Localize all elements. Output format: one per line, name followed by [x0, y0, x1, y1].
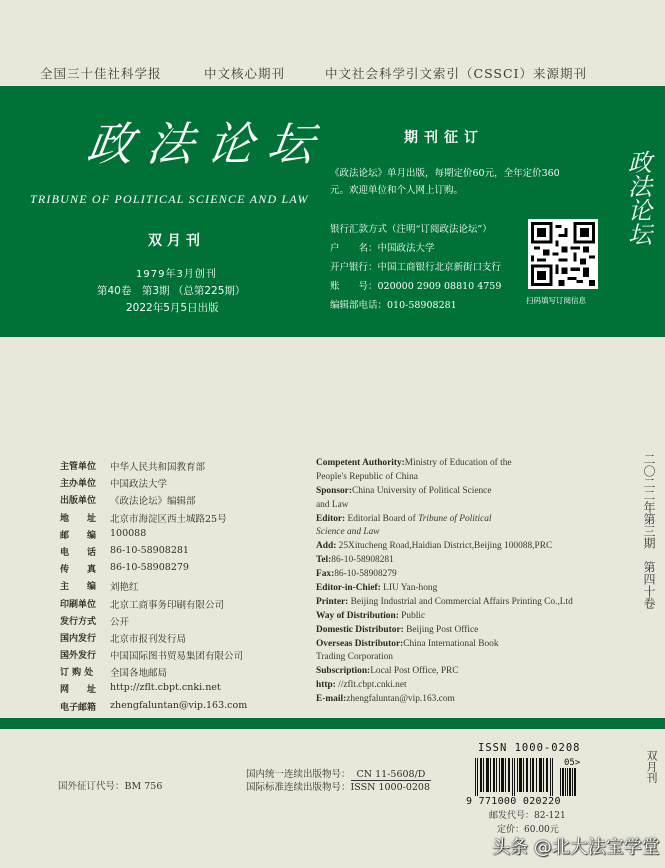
- cn-number: [246, 766, 431, 780]
- info-en-line: [316, 514, 626, 528]
- bank-line: 编辑部电话：010-58908281: [330, 300, 457, 311]
- info-value: 100088: [110, 527, 147, 539]
- info-label: 发行方式: [60, 616, 97, 627]
- info-en-line: [316, 569, 626, 583]
- info-row: [60, 665, 247, 682]
- founded-date: 1979年3月创刊: [136, 269, 217, 280]
- price: 定价：60.00元: [497, 825, 559, 835]
- cn-label: 国内统一连续出版物号：: [246, 769, 351, 780]
- publish-date: 2022年5月5日出版: [126, 302, 219, 314]
- info-row: [60, 562, 247, 579]
- info-label: 出版单位: [60, 496, 97, 507]
- info-value: 公开: [110, 616, 130, 628]
- info-en-value: Local Post Office, PRC: [370, 666, 459, 677]
- info-value: 中国国际图书贸易集团有限公司: [110, 651, 244, 663]
- honor-item: 全国三十佳社科学报: [40, 66, 162, 81]
- issn-value: ISSN 1000-0208: [350, 782, 431, 793]
- issn-number: [246, 779, 430, 793]
- info-en-value: China University of Political Science: [351, 485, 492, 496]
- info-en-line: [316, 597, 626, 611]
- info-value: 86-10-58908279: [110, 562, 189, 574]
- info-label: 国内发行: [60, 633, 97, 644]
- info-en-label: Printer:: [316, 596, 349, 607]
- spine-frequency-text: 双月刊: [645, 750, 658, 783]
- qr-code-icon[interactable]: [528, 219, 598, 289]
- info-en-label: Overseas Distributor:: [316, 638, 404, 649]
- info-row: [60, 614, 247, 631]
- info-value: 86-10-58908281: [110, 544, 189, 556]
- info-en-line: [316, 694, 626, 708]
- spine-title: [622, 150, 652, 246]
- info-en-line: [316, 486, 626, 500]
- info-label: 国外发行: [60, 651, 97, 662]
- info-label: 主办单位: [60, 479, 97, 490]
- info-value: 北京市海淀区西土城路25号: [110, 513, 227, 525]
- info-en-value: 86-10-58908281: [331, 555, 394, 566]
- info-label: 主管单位: [60, 462, 97, 472]
- info-en-label: Subscription:: [316, 666, 371, 677]
- info-en-value: Editorial Board of: [345, 513, 419, 524]
- info-en-value: People's Republic of China: [316, 471, 418, 482]
- honor-item: 中文核心期刊: [204, 66, 286, 81]
- info-row: [60, 545, 247, 562]
- info-en-italic: Science and Law: [316, 527, 380, 538]
- qr-caption: 扫码填写订阅信息: [526, 296, 586, 305]
- info-label: 传 真: [60, 565, 97, 576]
- info-en-label: Editor-in-Chief:: [316, 583, 381, 594]
- info-en-line: [316, 583, 626, 597]
- subscription-text: 《政法论坛》单月出版，每期定价60元，全年定价360元。欢迎单位和个人网上订购。: [330, 168, 560, 196]
- bottom-stripe: [0, 718, 665, 729]
- info-en-label: Tel:: [316, 555, 332, 566]
- info-en-value: Beijing Post Office: [403, 624, 479, 635]
- info-en-value: Beijing Industrial and Commercial Affairs Printing Co.,Ltd: [348, 596, 573, 607]
- info-label: 主 编: [60, 582, 97, 593]
- info-row: [60, 648, 247, 665]
- spine-issue: [638, 453, 660, 609]
- info-label: 印刷单位: [60, 599, 97, 610]
- journal-title-en: TRIBUNE OF POLITICAL SCIENCE AND LAW: [30, 192, 309, 206]
- email-link[interactable]: zhengfaluntan@vip.163.com: [110, 699, 248, 711]
- info-value: 全国各地邮局: [110, 668, 168, 680]
- info-en-line: [316, 527, 626, 541]
- barcode-number: 9 771000 020220: [466, 796, 561, 807]
- website-link-en[interactable]: //zflt.cbpt.cnki.net: [335, 680, 407, 691]
- barcode-issn: ISSN 1000-0208: [478, 742, 581, 754]
- info-label: 电 话: [60, 547, 97, 558]
- info-en-line: [316, 652, 626, 666]
- info-en-line: [316, 680, 626, 694]
- cn-value: CN 11-5608/D: [351, 769, 432, 781]
- info-value: 《政法论坛》编辑部: [110, 496, 196, 508]
- info-label: 订 购 处: [60, 668, 94, 679]
- info-row: [60, 700, 247, 717]
- spine-title-text: 政法论坛: [623, 150, 652, 246]
- info-en-label: Domestic Distributor:: [316, 624, 404, 635]
- bank-line: 开户银行：中国工商银行北京新街口支行: [330, 262, 502, 273]
- bank-line: 银行汇款方式（注明“订阅政法论坛”）: [330, 224, 492, 235]
- info-row: [60, 476, 247, 493]
- subscription-title: 期刊征订: [404, 130, 484, 146]
- info-row: [60, 579, 247, 596]
- info-value: 北京工商事务印刷有限公司: [110, 599, 225, 611]
- info-row: [60, 459, 247, 476]
- honor-item: 中文社会科学引文索引（CSSCI）来源期刊: [325, 66, 587, 81]
- info-label: 地 址: [60, 513, 97, 524]
- info-en-line: [316, 666, 626, 680]
- spine-frequency: [644, 750, 658, 783]
- info-en-line: [316, 500, 626, 514]
- barcode-addon-icon: [560, 768, 576, 796]
- info-en-line: [316, 458, 626, 472]
- publication-info-cn: [60, 459, 247, 717]
- info-value: 刘艳红: [110, 582, 139, 594]
- bank-line: 户 名：中国政法大学: [330, 243, 435, 254]
- barcode-icon: [475, 758, 555, 796]
- bank-line: 账 号：020000 2909 08810 4759: [330, 281, 502, 292]
- website-link[interactable]: http://zflt.cbpt.cnki.net: [110, 682, 221, 694]
- info-en-label: E-mail:: [316, 694, 347, 705]
- journal-title-cn: 政法论坛: [83, 117, 332, 171]
- postal-code: 邮发代号：82-121: [489, 811, 566, 821]
- info-en-line: [316, 611, 626, 625]
- info-en-value: China International Book: [403, 638, 499, 649]
- info-en-label: Editor:: [316, 513, 346, 524]
- bank-info: [330, 220, 501, 315]
- barcode-addon-text: 05>: [564, 758, 581, 768]
- info-en-value: 25Xitucheng Road,Haidian District,Beijing 100088,PRC: [336, 541, 553, 552]
- info-value: 中华人民共和国教育部: [110, 462, 206, 473]
- info-row: [60, 493, 247, 510]
- honors-row: [0, 64, 665, 84]
- info-en-line: [316, 555, 626, 569]
- info-label: 电子邮箱: [60, 702, 97, 713]
- info-en-value: Trading Corporation: [316, 652, 393, 663]
- info-en-value: LIU Yan-hong: [380, 583, 438, 594]
- info-value: 北京市报刊发行局: [110, 633, 187, 645]
- info-en-line: [316, 472, 626, 486]
- info-en-italic: Tribune of Political: [418, 513, 492, 524]
- info-en-label: Competent Authority:: [316, 458, 405, 468]
- info-en-label: Sponsor:: [316, 485, 352, 496]
- publication-info-en: [316, 458, 626, 708]
- info-en-line: [316, 625, 626, 639]
- publication-frequency: 双月刊: [148, 233, 205, 249]
- info-en-label: Way of Distribution:: [316, 610, 399, 621]
- issn-label: 国际标准连续出版物号：: [246, 782, 351, 793]
- info-en-label: Add:: [316, 541, 337, 552]
- info-en-label: http:: [316, 680, 336, 691]
- info-label: 邮 编: [60, 530, 97, 541]
- info-row: [60, 528, 247, 545]
- volume-issue: 第40卷 第3期 （总第225期）: [97, 285, 246, 297]
- info-en-value: and Law: [316, 499, 349, 510]
- info-en-value: 86-10-58908279: [334, 569, 397, 580]
- info-en-label: Fax:: [316, 569, 335, 580]
- info-row: [60, 682, 247, 699]
- info-en-value: Public: [398, 610, 426, 621]
- info-en-line: [316, 541, 626, 555]
- info-row: [60, 511, 247, 528]
- info-row: [60, 631, 247, 648]
- email-link-en[interactable]: zhengfaluntan@vip.163.com: [346, 694, 455, 705]
- info-row: [60, 597, 247, 614]
- info-en-value: Ministry of Education of the: [404, 458, 512, 468]
- watermark: 头条 @北大法宝学堂: [492, 837, 660, 858]
- info-value: 中国政法大学: [110, 479, 168, 491]
- info-en-line: [316, 639, 626, 653]
- info-label: 网 址: [60, 685, 97, 696]
- foreign-subscription-code: 国外征订代号：BM 756: [58, 781, 163, 792]
- spine-issue-text: 二〇二二年第三期 第四十卷: [642, 453, 656, 609]
